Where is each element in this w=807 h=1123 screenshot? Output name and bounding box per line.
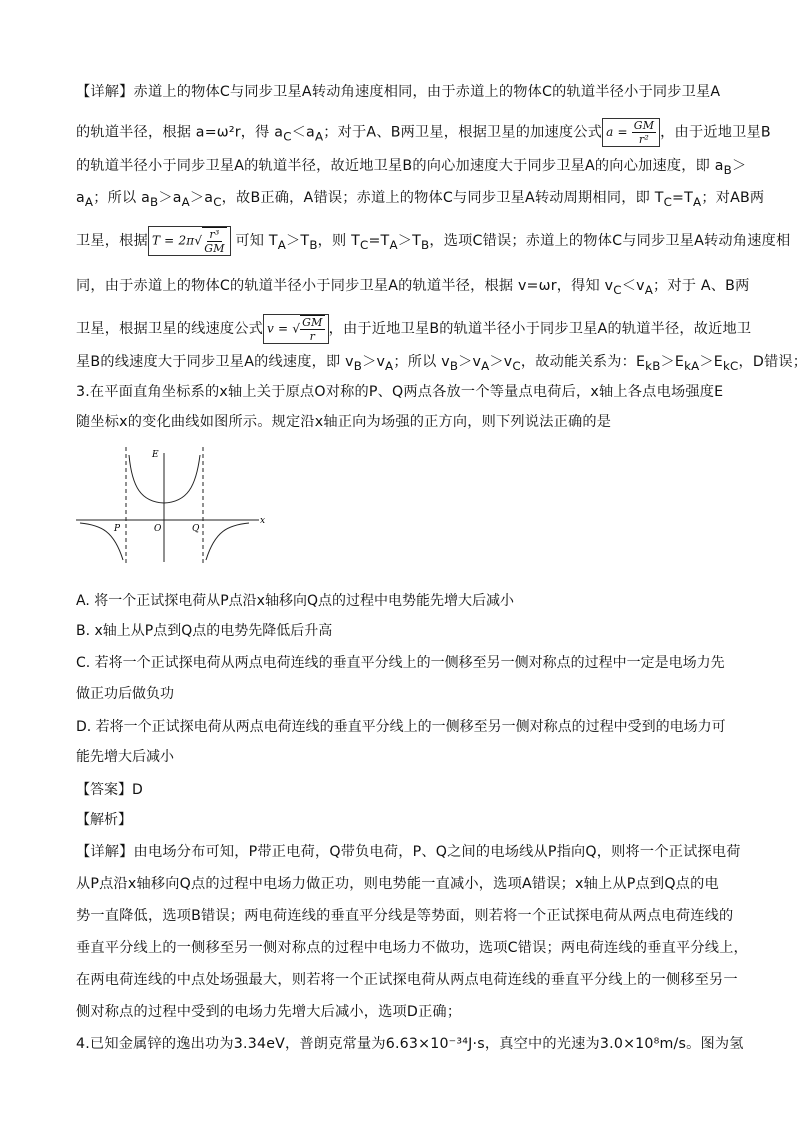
- solution-line-3: 的轨道半径小于同步卫星A的轨道半径，故近地卫星B的向心加速度大于同步卫星A的向心加速度，即 $a_B>$: [76, 158, 747, 177]
- option-c-line-2: 做正功后做负功: [76, 686, 174, 702]
- solution-line-2: 的轨道半径，根据 a=ω²r，得 $a_C<a_A$；对于A、B两卫星，根据卫星的加速度公式 a = $\frac{GM}{\text{r²}}$ ，由于近地卫星B: [76, 119, 771, 146]
- option-d-line-2: 能先增大后减小: [76, 749, 174, 765]
- right-field-curve: [206, 523, 249, 560]
- q-label: Q: [192, 524, 200, 534]
- velocity-formula: v = √ $\frac{GM}{r}$: [263, 314, 329, 344]
- acceleration-formula: a = $\frac{GM}{\text{r²}}$: [602, 118, 660, 147]
- solution-line-5: 卫星，根据 T = 2π√ $\frac{\text{r³}}{GM}$ 可知 $T_A>T_B$，则 $T_C=T_A>T_B$，选项C错误；赤道上的物体C与同步卫星A转动角速度相: [76, 228, 791, 255]
- detail-line-1: 【详解】由电场分布可知，P带正电荷，Q带负电荷，P、Q之间的电场线从P指向Q，则将一个正试探电荷: [76, 844, 741, 860]
- detail-line-3: 势一直降低，选项B错误；两电荷连线的垂直平分线是等势面，则若将一个正试探电荷从两点电荷连线的: [76, 908, 734, 924]
- o-label: O: [154, 524, 162, 534]
- question-3-line-1: 3.在平面直角坐标系的x轴上关于原点O对称的P、Q两点各放一个等量点电荷后，x轴上各点电场强度E: [76, 384, 724, 400]
- electric-field-graph: [76, 447, 266, 567]
- solution-line-8: 星B的线速度大于同步卫星A的线速度，即 $v_B>v_A$；所以 $v_B>v_A>v_C$，故动能关系为：$E_{kB}>E_{kA}>E_{kC}$，D错误；: [76, 354, 807, 373]
- period-formula: T = 2π√ $\frac{\text{r³}}{GM}$: [148, 226, 231, 256]
- detail-line-5: 在两电荷连线的中点处场强最大，则若将一个正试探电荷从两点电荷连线的垂直平分线上的一侧移至另一: [76, 972, 738, 988]
- solution-line-7: 卫星，根据卫星的线速度公式 v = √ $\frac{GM}{r}$ ，由于近地卫星B的轨道半径小于同步卫星A的轨道半径，故近地卫: [76, 316, 752, 343]
- p-label: P: [114, 524, 121, 534]
- solution-line-1: 【详解】赤道上的物体C与同步卫星A转动角速度相同，由于赤道上的物体C的轨道半径小于同步卫星A: [76, 84, 721, 100]
- analysis-heading: 【解析】: [76, 812, 132, 828]
- option-b: B. x轴上从P点到Q点的电势先降低后升高: [76, 623, 333, 639]
- x-axis-label: x: [260, 516, 266, 526]
- solution-line-6: 同，由于赤道上的物体C的轨道半径小于同步卫星A的轨道半径，根据 v=ωr，得知 $v_C<v_A$；对于 A、B两: [76, 278, 750, 297]
- answer-line: 【答案】D: [76, 782, 143, 798]
- option-c-line-1: C. 若将一个正试探电荷从两点电荷连线的垂直平分线上的一侧移至另一侧对称点的过程中一定是电场力先: [76, 655, 725, 671]
- e-axis-label: E: [152, 450, 159, 460]
- option-d-line-1: D. 若将一个正试探电荷从两点电荷连线的垂直平分线上的一侧移至另一侧对称点的过程中受到的电场力可: [76, 719, 726, 735]
- question-4-line-1: 4.已知金属锌的逸出功为3.34eV，普朗克常量为6.63×10⁻³⁴J·s，真空中的光速为3.0×10⁸m/s。图为氢: [76, 1036, 744, 1052]
- detail-line-6: 侧对称点的过程中受到的电场力先增大后减小，选项D正确；: [76, 1004, 462, 1020]
- detail-line-2: 从P点沿x轴移向Q点的过程中电场力做正功，则电势能一直减小，选项A错误；x轴上从P点到Q点的电: [76, 876, 719, 892]
- solution-line-4: $a_A$；所以 $a_B>a_A>a_C$，故B正确，A错误；赤道上的物体C与同步卫星A转动周期相同，即 $T_C=T_A$；对AB两: [76, 190, 765, 209]
- detail-line-4: 垂直平分线上的一侧移至另一侧对称点的过程中电场力不做功，选项C错误；两电荷连线的垂直平分线上，: [76, 940, 748, 956]
- question-3-line-2: 随坐标x的变化曲线如图所示。规定沿x轴正向为场强的正方向，则下列说法正确的是: [76, 414, 612, 430]
- option-a: A. 将一个正试探电荷从P点沿x轴移向Q点的过程中电势能先增大后减小: [76, 593, 514, 609]
